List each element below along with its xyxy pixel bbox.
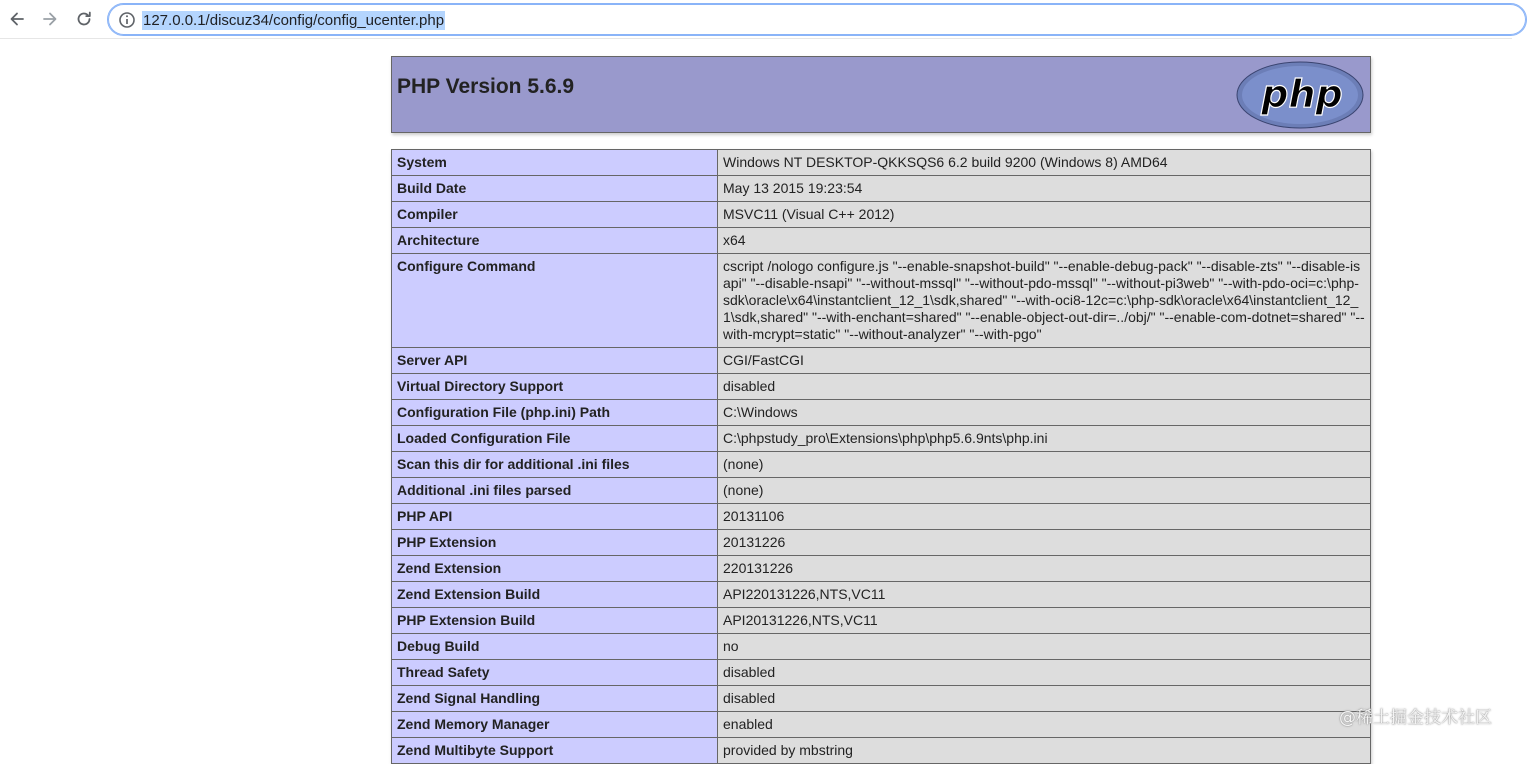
row-key: Architecture [392, 228, 718, 254]
row-value: API20131226,NTS,VC11 [718, 608, 1371, 634]
row-key: Compiler [392, 202, 718, 228]
row-value: (none) [718, 452, 1371, 478]
url-text[interactable]: 127.0.0.1/discuz34/config/config_ucenter.php [143, 12, 445, 29]
row-key: PHP Extension Build [392, 608, 718, 634]
table-row [392, 686, 1371, 712]
browser-toolbar [0, 0, 1512, 39]
row-key: Zend Extension Build [392, 582, 718, 608]
row-key: Scan this dir for additional .ini files [392, 452, 718, 478]
row-value: API220131226,NTS,VC11 [718, 582, 1371, 608]
row-value: disabled [718, 374, 1371, 400]
forward-arrow-icon [41, 10, 59, 28]
row-key: System [392, 150, 718, 176]
row-key: Zend Memory Manager [392, 712, 718, 738]
php-logo-icon[interactable] [1236, 61, 1364, 129]
row-value: May 13 2015 19:23:54 [718, 176, 1371, 202]
row-value: 220131226 [718, 556, 1371, 582]
row-value: no [718, 634, 1371, 660]
row-value: Windows NT DESKTOP-QKKSQS6 6.2 build 9200 (Windows 8) AMD64 [718, 150, 1371, 176]
row-key: Configure Command [392, 254, 718, 348]
row-value: provided by mbstring [718, 738, 1371, 764]
row-value: 20131226 [718, 530, 1371, 556]
row-value: disabled [718, 660, 1371, 686]
info-icon[interactable] [118, 11, 136, 29]
row-key: Zend Multibyte Support [392, 738, 718, 764]
table-row [392, 712, 1371, 738]
phpinfo-container [391, 56, 1371, 758]
phpinfo-table [391, 149, 1371, 764]
table-row [392, 202, 1371, 228]
table-row [392, 176, 1371, 202]
table-row [392, 452, 1371, 478]
table-row [392, 254, 1371, 348]
row-key: Server API [392, 348, 718, 374]
forward-button[interactable] [37, 6, 63, 32]
php-logo-text: php [1261, 72, 1343, 116]
row-key: Zend Signal Handling [392, 686, 718, 712]
reload-button[interactable] [71, 6, 97, 32]
row-value: disabled [718, 686, 1371, 712]
row-value: x64 [718, 228, 1371, 254]
row-value: enabled [718, 712, 1371, 738]
row-key: Debug Build [392, 634, 718, 660]
page-title: PHP Version 5.6.9 [397, 75, 575, 98]
row-key: Additional .ini files parsed [392, 478, 718, 504]
row-value: C:\Windows [718, 400, 1371, 426]
table-row [392, 582, 1371, 608]
table-row [392, 374, 1371, 400]
row-value: MSVC11 (Visual C++ 2012) [718, 202, 1371, 228]
table-row [392, 634, 1371, 660]
row-value: CGI/FastCGI [718, 348, 1371, 374]
back-arrow-icon [8, 10, 26, 28]
table-row [392, 348, 1371, 374]
row-key: Zend Extension [392, 556, 718, 582]
table-row [392, 426, 1371, 452]
row-key: PHP Extension [392, 530, 718, 556]
row-value: (none) [718, 478, 1371, 504]
table-row [392, 478, 1371, 504]
row-key: Virtual Directory Support [392, 374, 718, 400]
row-key: Configuration File (php.ini) Path [392, 400, 718, 426]
row-value: 20131106 [718, 504, 1371, 530]
table-row [392, 738, 1371, 764]
row-key: Loaded Configuration File [392, 426, 718, 452]
row-value: cscript /nologo configure.js "--enable-snapshot-build" "--enable-debug-pack" "--disable-zts" "--disable-isapi" "--disable-nsapi" "--without-mssql" "--without-pdo-mssql" "--without-pi3web" "--with-pdo-oci=c:\php-sdk\oracle\x64\instantclient_12_1\sdk,shared" "--with-oci8-12c=c:\php-sdk\oracle\x64\instantclient_12_1\sdk,shared" "--with-enchant=shared" "--enable-object-out-dir=../obj/" "--enable-com-dotnet=shared" "--with-mcrypt=static" "--without-analyzer" "--with-pgo" [718, 254, 1371, 348]
table-row [392, 400, 1371, 426]
address-bar[interactable] [107, 3, 1527, 36]
row-key: Thread Safety [392, 660, 718, 686]
row-key: PHP API [392, 504, 718, 530]
watermark: @稀土掘金技术社区 [1339, 708, 1492, 728]
table-row [392, 660, 1371, 686]
row-value: C:\phpstudy_pro\Extensions\php\php5.6.9nts\php.ini [718, 426, 1371, 452]
back-button[interactable] [4, 6, 30, 32]
table-row [392, 556, 1371, 582]
table-row [392, 228, 1371, 254]
table-row [392, 530, 1371, 556]
table-row [392, 504, 1371, 530]
table-row [392, 608, 1371, 634]
phpinfo-header [391, 56, 1371, 133]
row-key: Build Date [392, 176, 718, 202]
table-row [392, 150, 1371, 176]
reload-icon [75, 10, 93, 28]
